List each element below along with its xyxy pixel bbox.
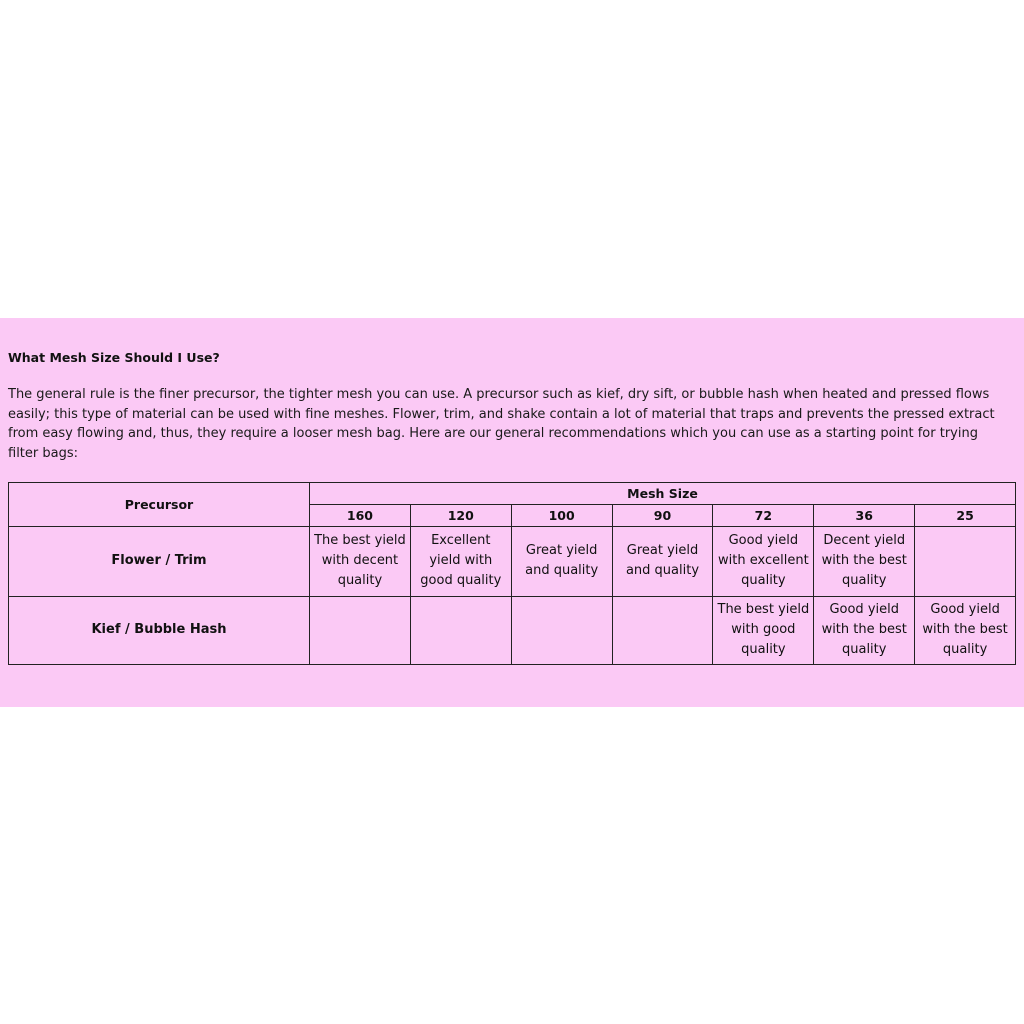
mesh-size-col-header: 72 <box>713 505 814 527</box>
mesh-size-col-header: 36 <box>814 505 915 527</box>
table-cell: The best yield with good quality <box>713 596 814 665</box>
table-cell: The best yield with decent quality <box>310 527 411 597</box>
row-label: Flower / Trim <box>9 527 310 597</box>
table-row-kief-bubble-hash <box>9 596 1016 665</box>
mesh-size-col-header: 25 <box>915 505 1016 527</box>
table-cell: Excellent yield with good quality <box>410 527 511 597</box>
row-label: Kief / Bubble Hash <box>9 596 310 665</box>
intro-paragraph: The general rule is the finer precursor, the tighter mesh you can use. A precursor such as kief, dry sift, or bubble hash when heated and pressed flows easily; this type of material can be used with fine meshes. Flower, trim, and shake contain a lot of material that traps and prevents the pressed extract from easy flowing and, thus, they require a looser mesh bag. Here are our general recommendations which you can use as a starting point for trying filter bags: <box>8 387 995 461</box>
section-heading: What Mesh Size Should I Use? <box>8 350 220 365</box>
table-cell: Good yield with excellent quality <box>713 527 814 597</box>
table-cell: Good yield with the best quality <box>814 596 915 665</box>
mesh-size-table <box>8 482 1016 665</box>
table-row-flower-trim <box>9 527 1016 597</box>
table-cell <box>410 596 511 665</box>
table-cell <box>310 596 411 665</box>
mesh-size-header: Mesh Size <box>310 483 1016 505</box>
mesh-size-col-header: 90 <box>612 505 713 527</box>
mesh-size-col-header: 100 <box>511 505 612 527</box>
table-cell: Great yield and quality <box>612 527 713 597</box>
mesh-size-col-header: 160 <box>310 505 411 527</box>
table-cell: Decent yield with the best quality <box>814 527 915 597</box>
content-panel <box>0 318 1024 707</box>
table-cell <box>915 527 1016 597</box>
table-cell <box>612 596 713 665</box>
precursor-header: Precursor <box>9 483 310 527</box>
table-cell: Good yield with the best quality <box>915 596 1016 665</box>
table-cell: Great yield and quality <box>511 527 612 597</box>
mesh-size-col-header: 120 <box>410 505 511 527</box>
table-cell <box>511 596 612 665</box>
